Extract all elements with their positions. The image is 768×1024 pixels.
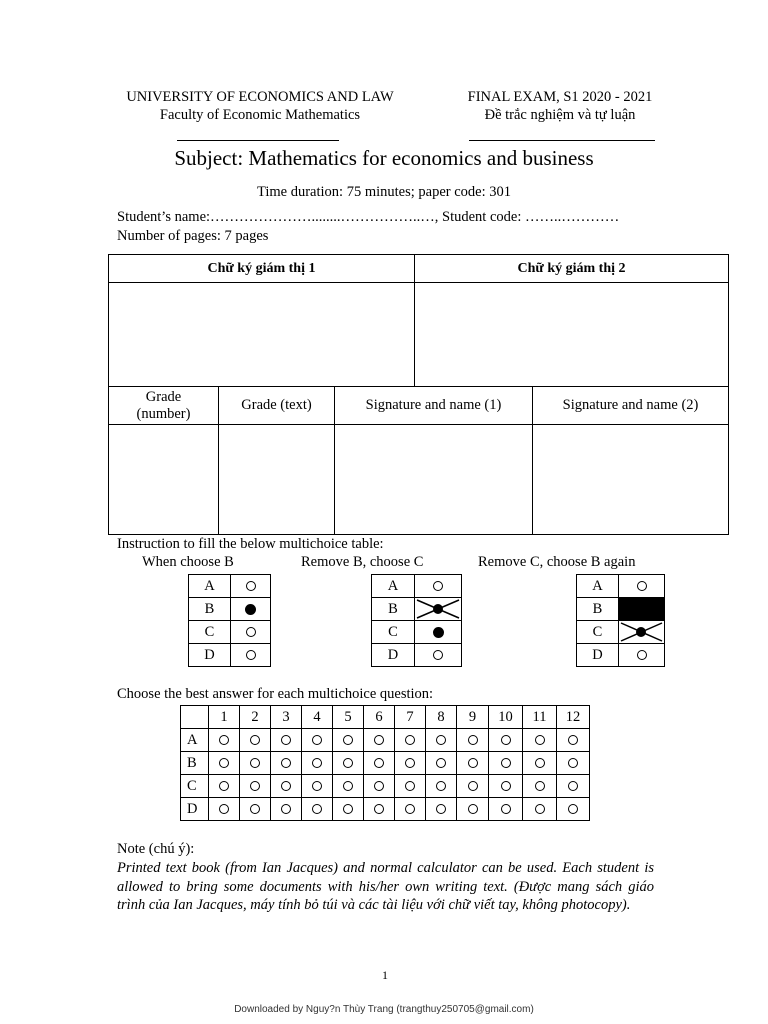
empty-bubble-icon xyxy=(637,581,647,591)
empty-bubble-icon xyxy=(343,758,353,768)
empty-bubble-icon xyxy=(535,804,545,814)
empty-bubble-icon xyxy=(405,758,415,768)
empty-bubble-icon xyxy=(281,758,291,768)
question-number: 11 xyxy=(523,706,557,729)
empty-bubble-icon xyxy=(436,735,446,745)
subject-title: Subject: Mathematics for economics and business xyxy=(174,146,594,170)
empty-bubble-icon xyxy=(246,581,256,591)
answer-bubble-cell[interactable] xyxy=(557,752,590,775)
option-letter: C xyxy=(189,621,231,644)
answer-bubble-cell[interactable] xyxy=(457,798,489,821)
answer-bubble-cell[interactable] xyxy=(395,798,426,821)
note-text: Printed text book (from Ian Jacques) and normal calculator can be used. Each student is allowed to bring some documents with his/her own writing text. (Được mang sách giáo trình của Ian Jacques, máy tính bỏ túi và các tài liệu với chữ viết tay, không photocopy). xyxy=(117,860,654,913)
empty-bubble-icon xyxy=(568,781,578,791)
empty-bubble-icon xyxy=(535,735,545,745)
empty-bubble-icon xyxy=(219,804,229,814)
answer-bubble-cell[interactable] xyxy=(209,798,240,821)
empty-bubble-icon xyxy=(501,781,511,791)
option-letter: D xyxy=(181,798,209,821)
question-number: 1 xyxy=(209,706,240,729)
mc-title: Choose the best answer for each multichoice question: xyxy=(117,686,434,702)
example-table-choose-b xyxy=(188,574,271,667)
answer-row xyxy=(181,729,590,752)
proctor1-header: Chữ ký giám thị 1 xyxy=(109,255,415,283)
option-letter: A xyxy=(181,729,209,752)
grade-text-box[interactable] xyxy=(219,425,335,535)
download-footer: Downloaded by Nguy?n Thùy Trang (trangthuy250705@gmail.com) xyxy=(234,1004,534,1015)
page-number: 1 xyxy=(382,968,388,982)
empty-bubble-icon xyxy=(501,804,511,814)
option-letter: C xyxy=(372,621,415,644)
proctor2-signature-box[interactable] xyxy=(415,283,729,387)
answer-bubble-cell[interactable] xyxy=(271,729,302,752)
signature1-box[interactable] xyxy=(335,425,533,535)
answer-bubble-cell[interactable] xyxy=(302,729,333,752)
option-letter: D xyxy=(372,644,415,667)
answer-bubble-cell[interactable] xyxy=(426,729,457,752)
empty-bubble-icon xyxy=(468,804,478,814)
proctor1-signature-box[interactable] xyxy=(109,283,415,387)
empty-bubble-icon xyxy=(281,735,291,745)
answer-bubble-cell[interactable] xyxy=(302,775,333,798)
question-number: 10 xyxy=(489,706,523,729)
empty-bubble-icon xyxy=(312,804,322,814)
empty-bubble-icon xyxy=(374,804,384,814)
answer-bubble-cell[interactable] xyxy=(557,775,590,798)
option-letter: B xyxy=(181,752,209,775)
answer-bubble-cell[interactable] xyxy=(426,752,457,775)
answer-row xyxy=(181,752,590,775)
case3-label: Remove C, choose B again xyxy=(478,554,636,570)
empty-bubble-icon xyxy=(468,758,478,768)
answer-bubble-cell[interactable] xyxy=(395,775,426,798)
crossed-bubble-icon xyxy=(415,598,461,620)
answer-row xyxy=(181,798,590,821)
answer-bubble-cell[interactable] xyxy=(395,729,426,752)
empty-bubble-icon xyxy=(250,735,260,745)
option-letter: B xyxy=(577,598,619,621)
empty-bubble-icon xyxy=(468,735,478,745)
question-number: 8 xyxy=(426,706,457,729)
empty-bubble-icon xyxy=(246,627,256,637)
empty-bubble-icon xyxy=(281,781,291,791)
empty-bubble-icon xyxy=(250,781,260,791)
empty-bubble-icon xyxy=(281,804,291,814)
time-duration: Time duration: 75 minutes; paper code: 301 xyxy=(257,184,511,200)
answer-bubble-cell[interactable] xyxy=(302,752,333,775)
question-number: 7 xyxy=(395,706,426,729)
empty-bubble-icon xyxy=(250,758,260,768)
signature1-header: Signature and name (1) xyxy=(335,387,533,425)
number-of-pages: Number of pages: 7 pages xyxy=(117,228,269,244)
exam-title: FINAL EXAM, S1 2020 - 2021 xyxy=(467,89,653,105)
answer-bubble-cell[interactable] xyxy=(209,775,240,798)
question-number: 9 xyxy=(457,706,489,729)
signature2-box[interactable] xyxy=(533,425,729,535)
signature-table xyxy=(108,254,729,535)
header-left-rule xyxy=(177,140,339,141)
answer-bubble-cell[interactable] xyxy=(240,729,271,752)
answer-bubble-cell[interactable] xyxy=(364,798,395,821)
answer-bubble-cell[interactable] xyxy=(209,752,240,775)
example-table-choose-b-again xyxy=(576,574,665,667)
grade-number-header: Grade (number) xyxy=(109,387,219,425)
answer-bubble-cell[interactable] xyxy=(426,775,457,798)
empty-bubble-icon xyxy=(374,758,384,768)
answer-grid-header-row xyxy=(181,706,590,729)
empty-bubble-icon xyxy=(405,781,415,791)
answer-bubble-cell[interactable] xyxy=(489,798,523,821)
empty-bubble-icon xyxy=(343,735,353,745)
exam-header xyxy=(450,88,670,124)
answer-bubble-cell[interactable] xyxy=(395,752,426,775)
university-header xyxy=(100,88,420,124)
answer-grid xyxy=(180,705,590,821)
question-number: 3 xyxy=(271,706,302,729)
empty-bubble-icon xyxy=(405,735,415,745)
answer-bubble-cell[interactable] xyxy=(209,729,240,752)
answer-bubble-cell[interactable] xyxy=(523,729,557,752)
option-letter: C xyxy=(577,621,619,644)
empty-bubble-icon xyxy=(312,735,322,745)
proctor2-header: Chữ ký giám thị 2 xyxy=(415,255,729,283)
answer-bubble-cell[interactable] xyxy=(364,752,395,775)
empty-bubble-icon xyxy=(312,758,322,768)
answer-bubble-cell[interactable] xyxy=(364,775,395,798)
answer-bubble-cell[interactable] xyxy=(523,752,557,775)
empty-bubble-icon xyxy=(219,758,229,768)
answer-bubble-cell[interactable] xyxy=(457,729,489,752)
case2-label: Remove B, choose C xyxy=(301,554,424,570)
option-letter: C xyxy=(181,775,209,798)
option-letter: B xyxy=(372,598,415,621)
empty-bubble-icon xyxy=(343,781,353,791)
empty-bubble-icon xyxy=(568,735,578,745)
answer-bubble-cell[interactable] xyxy=(333,775,364,798)
answer-bubble-cell[interactable] xyxy=(364,729,395,752)
empty-bubble-icon xyxy=(468,781,478,791)
empty-bubble-icon xyxy=(436,781,446,791)
empty-bubble-icon xyxy=(405,804,415,814)
question-number: 6 xyxy=(364,706,395,729)
faculty-name: Faculty of Economic Mathematics xyxy=(159,107,361,123)
question-number: 5 xyxy=(333,706,364,729)
blacked-out-cell xyxy=(619,598,665,621)
empty-bubble-icon xyxy=(436,758,446,768)
answer-bubble-cell[interactable] xyxy=(240,752,271,775)
answer-bubble-cell[interactable] xyxy=(489,775,523,798)
filled-bubble-icon xyxy=(433,627,444,638)
corner-cell xyxy=(181,706,209,729)
empty-bubble-icon xyxy=(433,650,443,660)
empty-bubble-icon xyxy=(246,650,256,660)
empty-bubble-icon xyxy=(219,735,229,745)
answer-bubble-cell[interactable] xyxy=(240,798,271,821)
note-title: Note (chú ý): xyxy=(117,841,195,857)
crossed-bubble-icon xyxy=(619,621,664,643)
university-name: UNIVERSITY OF ECONOMICS AND LAW xyxy=(126,89,394,105)
filled-bubble-icon xyxy=(245,604,256,615)
empty-bubble-icon xyxy=(568,804,578,814)
empty-bubble-icon xyxy=(436,804,446,814)
empty-bubble-icon xyxy=(637,650,647,660)
empty-bubble-icon xyxy=(312,781,322,791)
case1-label: When choose B xyxy=(142,554,234,570)
answer-bubble-cell[interactable] xyxy=(333,798,364,821)
empty-bubble-icon xyxy=(568,758,578,768)
answer-bubble-cell[interactable] xyxy=(271,798,302,821)
grade-text-header: Grade (text) xyxy=(219,387,335,425)
answer-bubble-cell[interactable] xyxy=(240,775,271,798)
empty-bubble-icon xyxy=(250,804,260,814)
signature2-header: Signature and name (2) xyxy=(533,387,729,425)
empty-bubble-icon xyxy=(535,781,545,791)
example-table-remove-b xyxy=(371,574,462,667)
answer-bubble-cell[interactable] xyxy=(271,775,302,798)
empty-bubble-icon xyxy=(433,581,443,591)
answer-bubble-cell[interactable] xyxy=(489,752,523,775)
answer-bubble-cell[interactable] xyxy=(271,752,302,775)
empty-bubble-icon xyxy=(343,804,353,814)
answer-bubble-cell[interactable] xyxy=(523,798,557,821)
option-letter: A xyxy=(189,575,231,598)
empty-bubble-icon xyxy=(374,781,384,791)
answer-bubble-cell[interactable] xyxy=(426,798,457,821)
empty-bubble-icon xyxy=(219,781,229,791)
answer-bubble-cell[interactable] xyxy=(557,798,590,821)
grade-number-box[interactable] xyxy=(109,425,219,535)
question-number: 2 xyxy=(240,706,271,729)
option-letter: A xyxy=(577,575,619,598)
instruction-title: Instruction to fill the below multichoice table: xyxy=(117,536,384,552)
question-number: 12 xyxy=(557,706,590,729)
answer-bubble-cell[interactable] xyxy=(523,775,557,798)
answer-bubble-cell[interactable] xyxy=(333,729,364,752)
answer-bubble-cell[interactable] xyxy=(457,775,489,798)
option-letter: D xyxy=(189,644,231,667)
answer-bubble-cell[interactable] xyxy=(333,752,364,775)
empty-bubble-icon xyxy=(535,758,545,768)
header-right-rule xyxy=(469,140,655,141)
option-letter: D xyxy=(577,644,619,667)
empty-bubble-icon xyxy=(501,735,511,745)
answer-bubble-cell[interactable] xyxy=(457,752,489,775)
student-info-line: Student’s name:…………………........……………..…, Student code: ……..………… xyxy=(117,209,620,225)
empty-bubble-icon xyxy=(374,735,384,745)
option-letter: A xyxy=(372,575,415,598)
answer-row xyxy=(181,775,590,798)
exam-type: Đề trắc nghiệm và tự luận xyxy=(484,107,636,123)
answer-bubble-cell[interactable] xyxy=(489,729,523,752)
answer-bubble-cell[interactable] xyxy=(302,798,333,821)
empty-bubble-icon xyxy=(501,758,511,768)
question-number: 4 xyxy=(302,706,333,729)
option-letter: B xyxy=(189,598,231,621)
answer-bubble-cell[interactable] xyxy=(557,729,590,752)
